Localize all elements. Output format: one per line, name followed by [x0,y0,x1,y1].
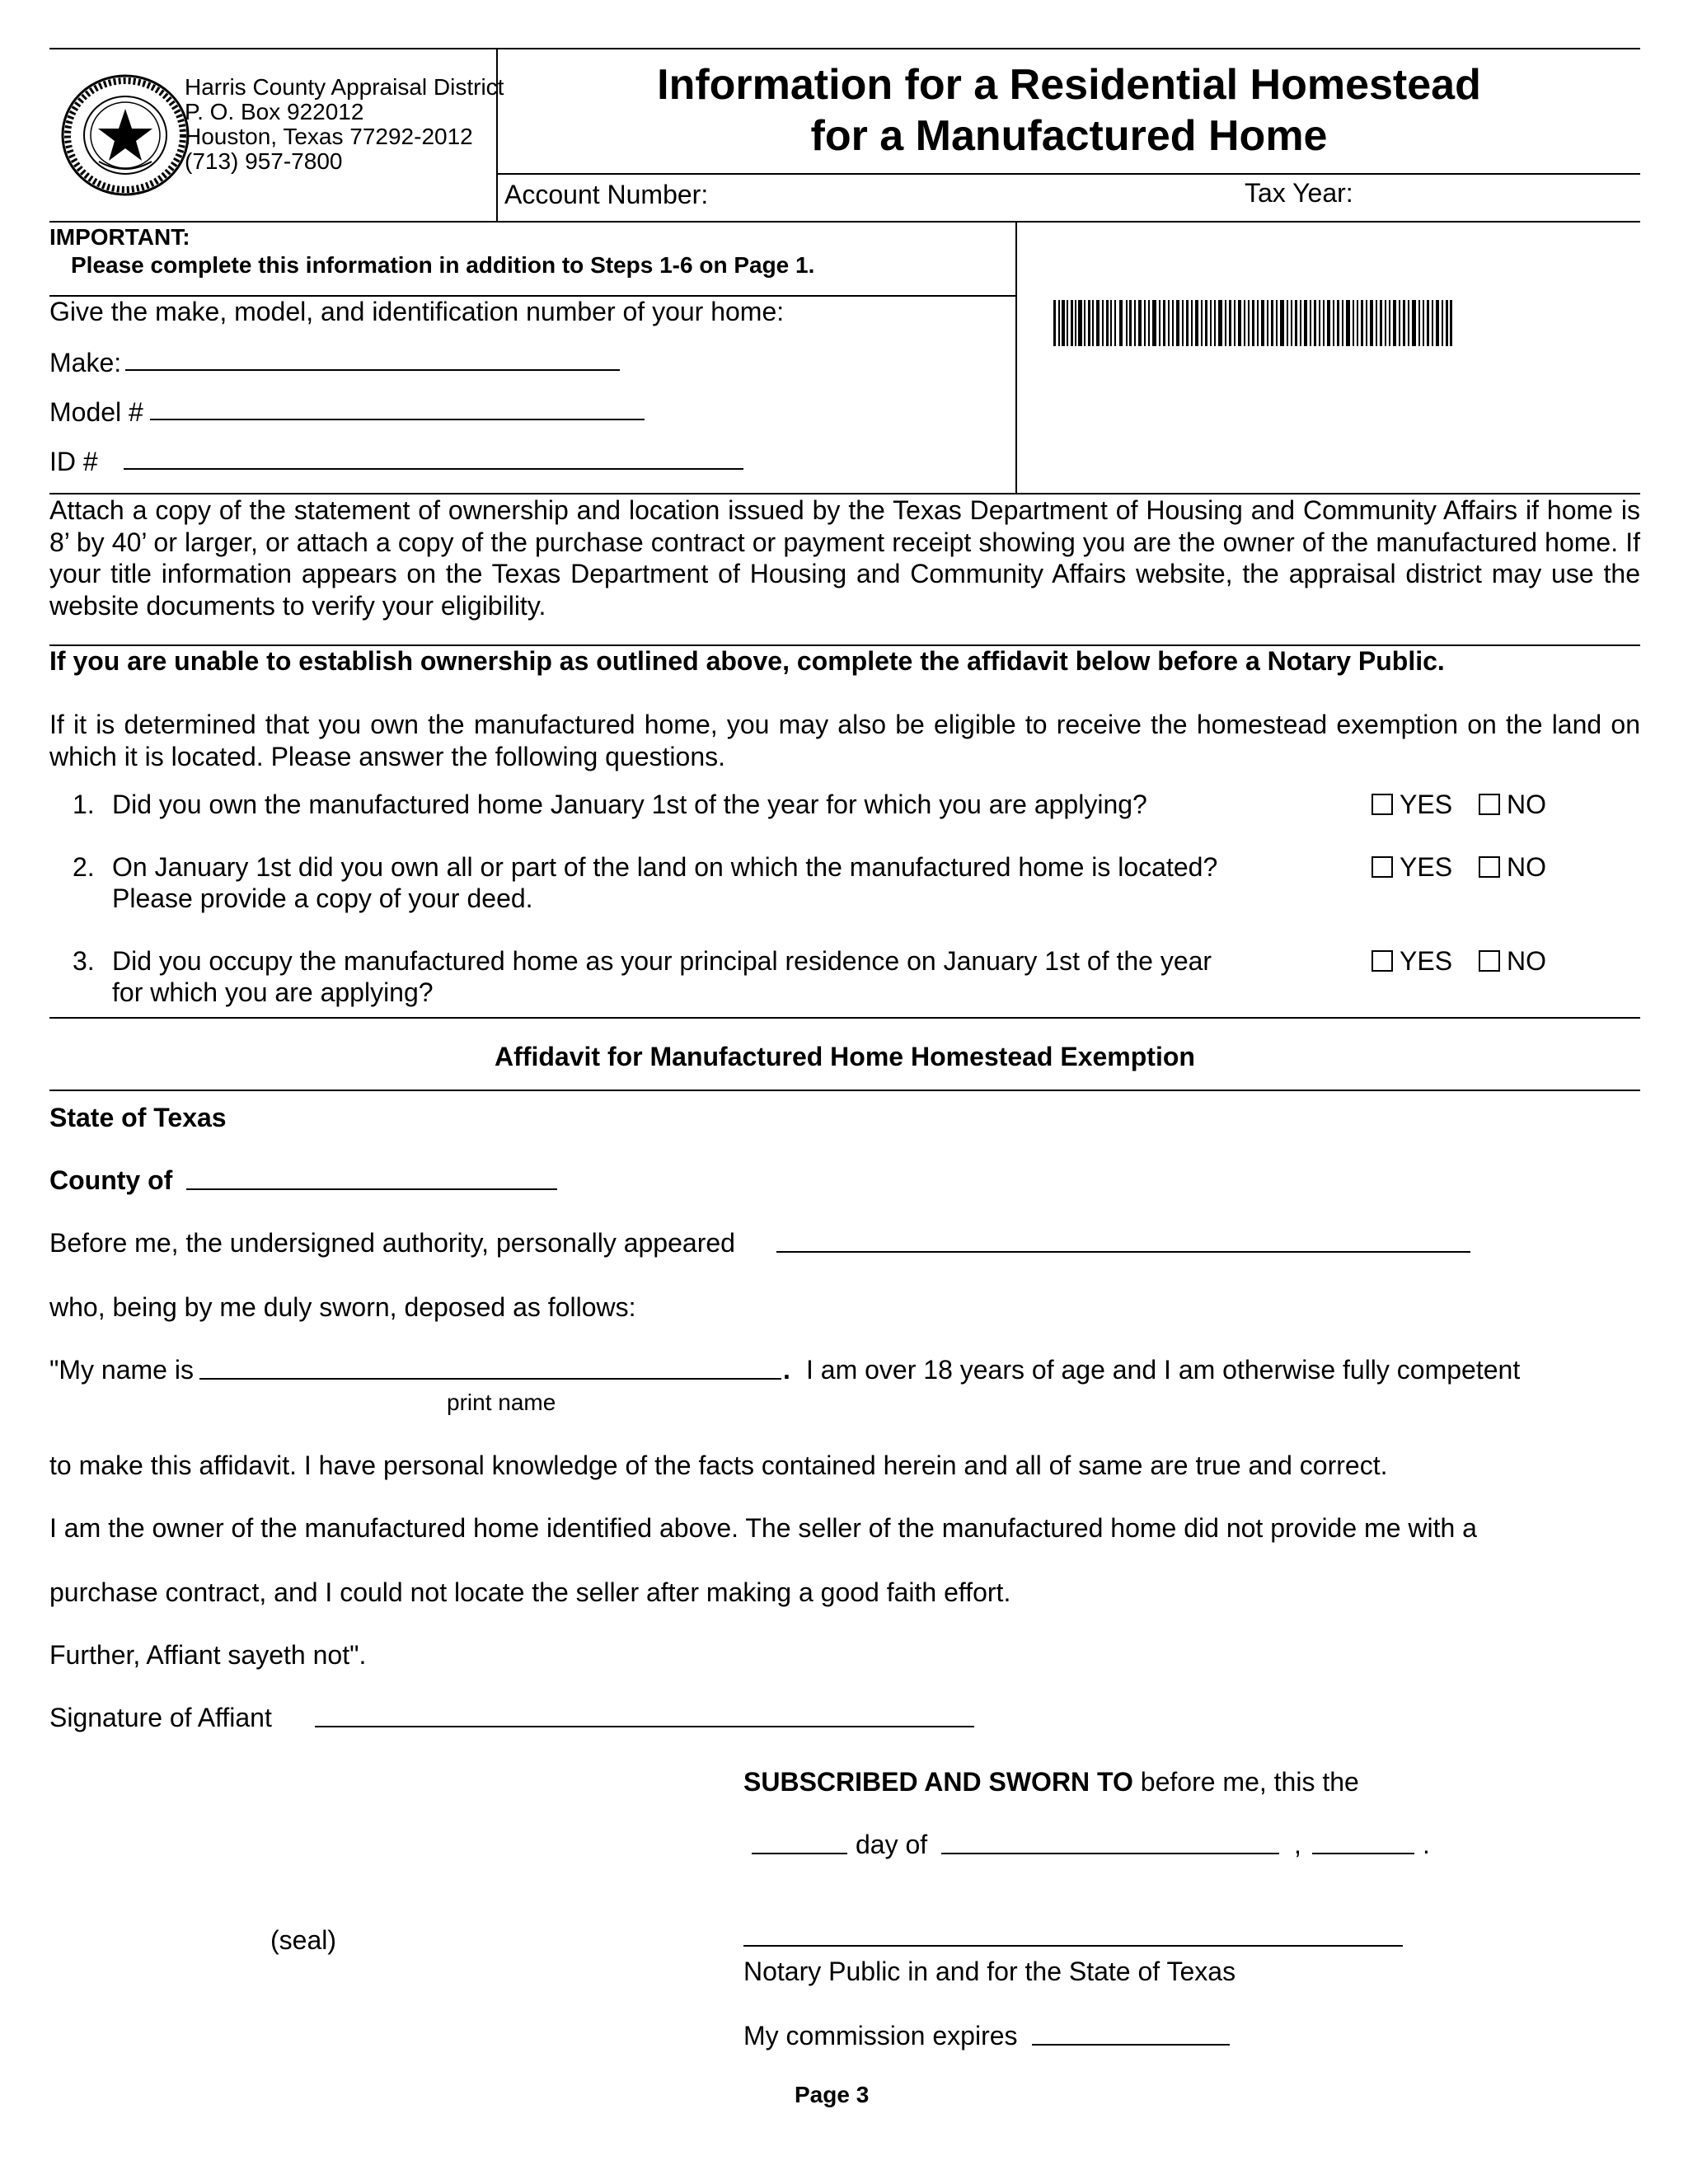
eligibility-text: If it is determined that you own the manufactured home, you may also be eligible to receive the homestead exemption on the land on which it is located. Please answer the following questions. [49,710,1640,771]
page-title [498,59,1640,162]
account-number-label: Account Number: [504,180,709,209]
subscribed-bold: SUBSCRIBED AND SWORN TO [743,1767,1133,1797]
sworn-text: who, being by me duly sworn, deposed as follows: [49,1292,636,1322]
question-2-subtext: Please provide a copy of your deed. [112,883,533,913]
title-line-2: for a Manufactured Home [810,112,1328,160]
question-3-subtext: for which you are applying? [112,977,434,1007]
no-label: NO [1507,852,1546,882]
question-3-no[interactable] [1479,944,1546,977]
top-rule [49,48,1640,49]
unable-notice: If you are unable to establish ownership as outlined above, complete the affidavit below before a Notary Public. [49,646,1445,676]
org-name: Harris County Appraisal District [185,74,504,100]
checkbox-icon[interactable] [1479,950,1500,972]
question-1-text: Did you own the manufactured home January 1st of the year for which you are applying? [112,790,1147,819]
print-name-field[interactable] [199,1378,781,1380]
make-label: Make: [49,348,122,377]
model-field[interactable] [150,419,645,420]
phone-number: (713) 957-7800 [185,148,343,174]
id-field[interactable] [124,468,743,470]
subscribed-text [743,1765,1359,1798]
checkbox-icon[interactable] [1479,856,1500,878]
date-period: . [1423,1830,1430,1859]
title-line-1: Information for a Residential Homestead [657,61,1481,109]
yes-label: YES [1400,790,1453,819]
before-me-text: Before me, the undersigned authority, personally appeared [49,1228,735,1258]
no-label: NO [1507,790,1546,819]
checkbox-icon[interactable] [1372,950,1393,972]
signature-label: Signature of Affiant [49,1703,272,1732]
affidavit-title-rule [49,1090,1640,1091]
question-3-number: 3. [73,946,95,976]
harris-county-seal-logo [59,73,191,198]
my-name-label: "My name is [49,1355,194,1385]
id-label: ID # [49,447,98,476]
knowledge-text: to make this affidavit. I have personal knowledge of the facts contained herein and all of same are true and correct. [49,1451,1388,1480]
question-1-yes[interactable] [1372,788,1452,821]
notary-signature-field[interactable] [743,1945,1403,1947]
signature-field[interactable] [315,1726,974,1727]
attach-instructions: Attach a copy of the statement of ownership and location issued by the Texas Department of Housing and Community Affairs if home is 8’ by 40’ or larger, or attach a copy of the purchase contract or payment receipt showing you are the owner of the manufactured home. If your title information appears on the Texas Department of Housing and Community Affairs website, the appraisal district may use the website documents to verify your eligibility. [49,495,1640,621]
county-label: County of [49,1165,173,1195]
question-2-text: On January 1st did you own all or part of the land on which the manufactured home is located? [112,852,1218,882]
yes-label: YES [1400,946,1453,976]
city-state-zip: Houston, Texas 77292-2012 [185,124,473,149]
year-field[interactable] [1312,1853,1414,1854]
title-rule [496,173,1640,175]
month-field[interactable] [941,1853,1279,1854]
date-comma: , [1294,1830,1301,1859]
appeared-name-field[interactable] [776,1251,1470,1253]
owner-text-line-2: purchase contract, and I could not locate the seller after making a good faith effort. [49,1577,1011,1607]
owner-text-line-1: I am the owner of the manufactured home identified above. The seller of the manufactured home did not provide me with a [49,1513,1477,1543]
day-of-label: day of [856,1830,928,1859]
subscribed-rest: before me, this the [1132,1767,1359,1797]
my-name-period: . [783,1355,790,1385]
day-field[interactable] [752,1853,847,1854]
over-18-text: I am over 18 years of age and I am otherwise fully competent [806,1355,1521,1385]
notary-label: Notary Public in and for the State of Texas [743,1957,1236,1986]
county-field[interactable] [186,1188,557,1190]
affidavit-title: Affidavit for Manufactured Home Homestead Exemption [495,1042,1195,1071]
question-1-no[interactable] [1479,788,1546,821]
header-bottom-rule [49,221,1640,223]
page-number: Page 3 [795,2082,870,2107]
important-text: Please complete this information in addition to Steps 1-6 on Page 1. [71,252,815,278]
model-label: Model # [49,397,143,427]
commission-label: My commission expires [743,2021,1018,2050]
question-2-no[interactable] [1479,851,1546,883]
make-field[interactable] [125,369,620,371]
po-box: P. O. Box 922012 [185,99,364,124]
question-2-number: 2. [73,852,95,882]
important-heading: IMPORTANT: [49,224,190,250]
seal-label: (seal) [270,1925,337,1955]
commission-expiry-field[interactable] [1032,2044,1230,2046]
barcode-box-divider [1015,221,1017,494]
tax-year-label: Tax Year: [1245,178,1353,208]
no-label: NO [1507,946,1546,976]
checkbox-icon[interactable] [1372,856,1393,878]
question-3-yes[interactable] [1372,944,1452,977]
question-2-yes[interactable] [1372,851,1452,883]
question-1-number: 1. [73,790,95,819]
home-info-prompt: Give the make, model, and identification number of your home: [49,297,785,326]
checkbox-icon[interactable] [1372,794,1393,815]
question-3-text: Did you occupy the manufactured home as your principal residence on January 1st of the year [112,946,1212,976]
checkbox-icon[interactable] [1479,794,1500,815]
print-name-caption: print name [447,1390,556,1415]
yes-label: YES [1400,852,1453,882]
further-text: Further, Affiant sayeth not". [49,1640,367,1670]
affidavit-top-rule [49,1017,1640,1019]
state-label: State of Texas [49,1103,227,1132]
barcode-image [1053,300,1452,346]
